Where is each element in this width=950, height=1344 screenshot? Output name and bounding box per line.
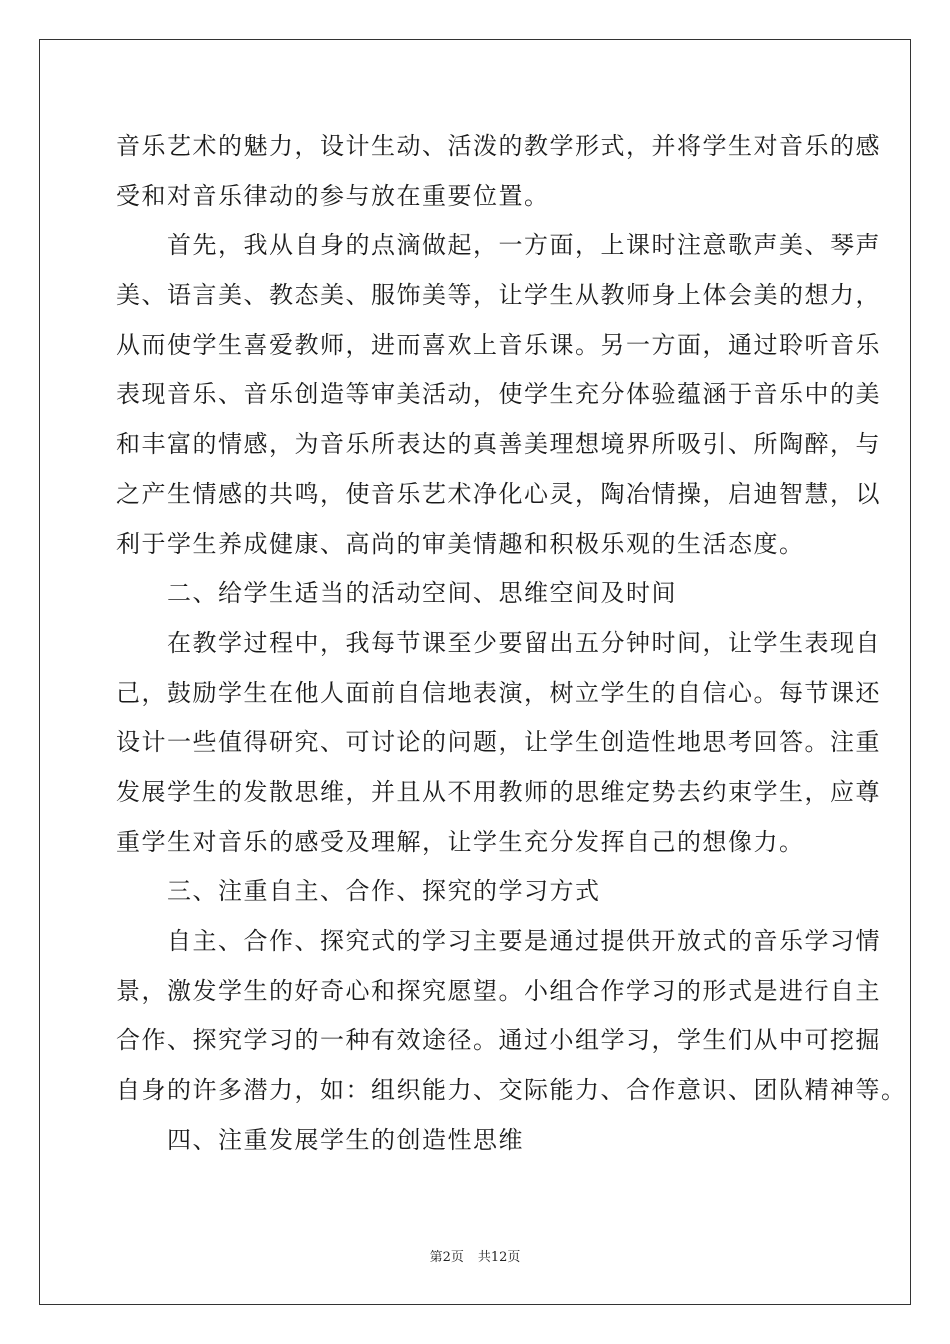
text-line: 合作、探究学习的一种有效途径。通过小组学习，学生们从中可挖掘 [116,1026,881,1055]
text-line: 表现音乐、音乐创造等审美活动，使学生充分体验蕴涵于音乐中的美 [116,380,881,409]
text-line: 自身的许多潜力，如：组织能力、交际能力、合作意识、团队精神等。 [116,1076,907,1105]
document-body [116,122,907,1165]
text-line: 之产生情感的共鸣，使音乐艺术净化心灵，陶冶情操，启迪智慧，以 [116,479,881,508]
paragraph-first-line: 自主、合作、探究式的学习主要是通过提供开放式的音乐学习情 [167,927,881,955]
text-line: 利于学生养成健康、高尚的审美情趣和积极乐观的生活态度。 [116,529,805,558]
text-line: 和丰富的情感，为音乐所表达的真善美理想境界所吸引、所陶醉，与 [116,430,881,459]
paragraph-first-line: 首先，我从自身的点滴做起，一方面，上课时注意歌声美、琴声 [167,231,881,260]
text-line: 己，鼓励学生在他人面前自信地表演，树立学生的自信心。每节课还 [116,678,881,707]
text-line: 受和对音乐律动的参与放在重要位置。 [116,181,550,210]
section-heading: 四、注重发展学生的创造性思维 [167,1125,524,1154]
text-line: 设计一些值得研究、可讨论的问题，让学生创造性地思考回答。注重 [116,728,881,757]
text-line: 重学生对音乐的感受及理解，让学生充分发挥自己的想像力。 [116,827,805,856]
text-line: 发展学生的发散思维，并且从不用教师的思维定势去约束学生，应尊 [116,777,881,806]
page-number: 第2页 [429,1250,464,1265]
paragraph-first-line: 在教学过程中，我每节课至少要留出五分钟时间，让学生表现自 [167,628,881,657]
total-pages: 共12页 [477,1250,521,1265]
section-heading: 三、注重自主、合作、探究的学习方式 [167,877,601,906]
text-line: 美、语言美、教态美、服饰美等，让学生从教师身上体会美的想力， [116,281,881,310]
text-line: 音乐艺术的魅力，设计生动、活泼的教学形式，并将学生对音乐的感 [116,132,881,160]
page-footer [0,1246,950,1265]
text-line: 景，激发学生的好奇心和探究愿望。小组合作学习的形式是进行自主 [116,976,881,1005]
text-line: 从而使学生喜爱教师，进而喜欢上音乐课。另一方面，通过聆听音乐 [116,330,881,359]
section-heading: 二、给学生适当的活动空间、思维空间及时间 [167,579,677,608]
